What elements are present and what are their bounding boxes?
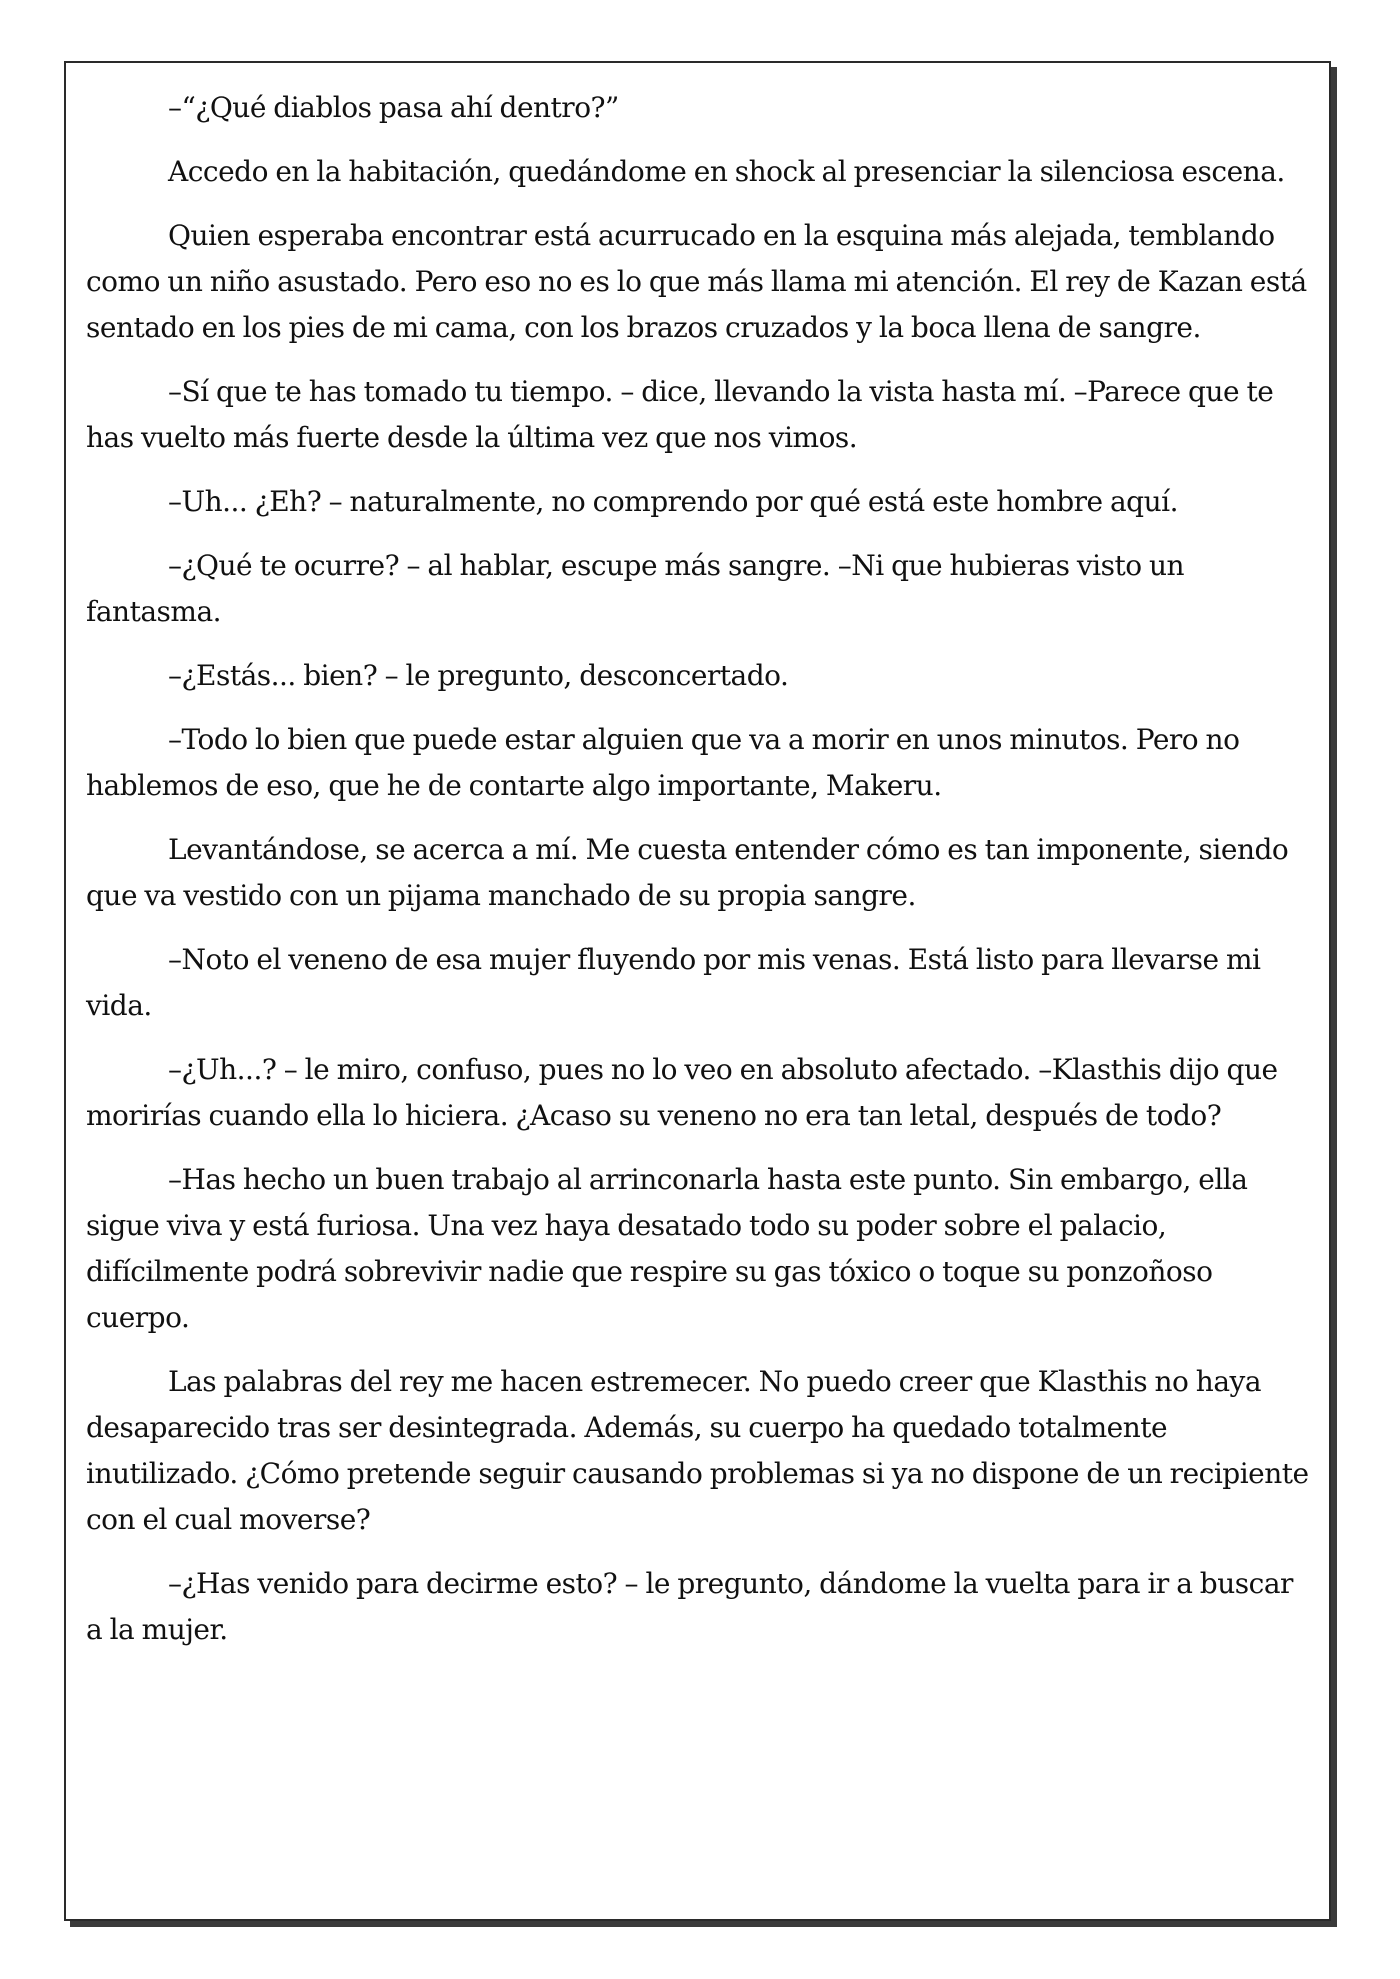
paragraph: Accedo en la habitación, quedándome en shock al presenciar la silenciosa escena.: [168, 155, 1285, 188]
paragraph: –Uh... ¿Eh? – naturalmente, no comprendo por qué está este hombre aquí.: [168, 485, 1178, 518]
paragraph: –Todo lo bien que puede estar alguien que va a morir en unos minutos. Pero no hablemos de eso, que he de contarte algo importante, Makeru.: [86, 723, 1240, 802]
paragraph: –Has hecho un buen trabajo al arrinconarla hasta este punto. Sin embargo, ella sigue viva y está furiosa. Una vez haya desatado todo su poder sobre el palacio, difícilmente podrá sobrevivir nadie que respire su gas tóxico o toque su ponzoñoso cuerpo.: [86, 1163, 1248, 1334]
paragraph: –¿Estás... bien? – le pregunto, desconcertado.: [168, 659, 789, 692]
page-frame: [64, 61, 1331, 1921]
paragraph: –Noto el veneno de esa mujer fluyendo por mis venas. Está listo para llevarse mi vida.: [86, 943, 1261, 1022]
paragraph: –“¿Qué diablos pasa ahí dentro?”: [168, 91, 619, 124]
paragraph: –¿Uh...? – le miro, confuso, pues no lo veo en absoluto afectado. –Klasthis dijo que morirías cuando ella lo hiciera. ¿Acaso su veneno no era tan letal, después de todo?: [86, 1053, 1278, 1132]
paragraph: Quien esperaba encontrar está acurrucado en la esquina más alejada, temblando como un niño asustado. Pero eso no es lo que más llama mi atención. El rey de Kazan está sentado en los pies de mi cama, con los brazos cruzados y la boca llena de sangre.: [86, 219, 1307, 344]
text-body: [86, 85, 1311, 1671]
paragraph: –¿Has venido para decirme esto? – le pregunto, dándome la vuelta para ir a buscar a la mujer.: [86, 1567, 1293, 1646]
paragraph: Las palabras del rey me hacen estremecer. No puedo creer que Klasthis no haya desaparecido tras ser desintegrada. Además, su cuerpo ha quedado totalmente inutilizado. ¿Cómo pretende seguir causando problemas si ya no dispone de un recipiente con el cual moverse?: [86, 1365, 1309, 1536]
paragraph: –Sí que te has tomado tu tiempo. – dice, llevando la vista hasta mí. –Parece que te has vuelto más fuerte desde la última vez que nos vimos.: [86, 375, 1274, 454]
paragraph: –¿Qué te ocurre? – al hablar, escupe más sangre. –Ni que hubieras visto un fantasma.: [86, 549, 1185, 628]
paragraph: Levantándose, se acerca a mí. Me cuesta entender cómo es tan imponente, siendo que va vestido con un pijama manchado de su propia sangre.: [86, 833, 1289, 912]
